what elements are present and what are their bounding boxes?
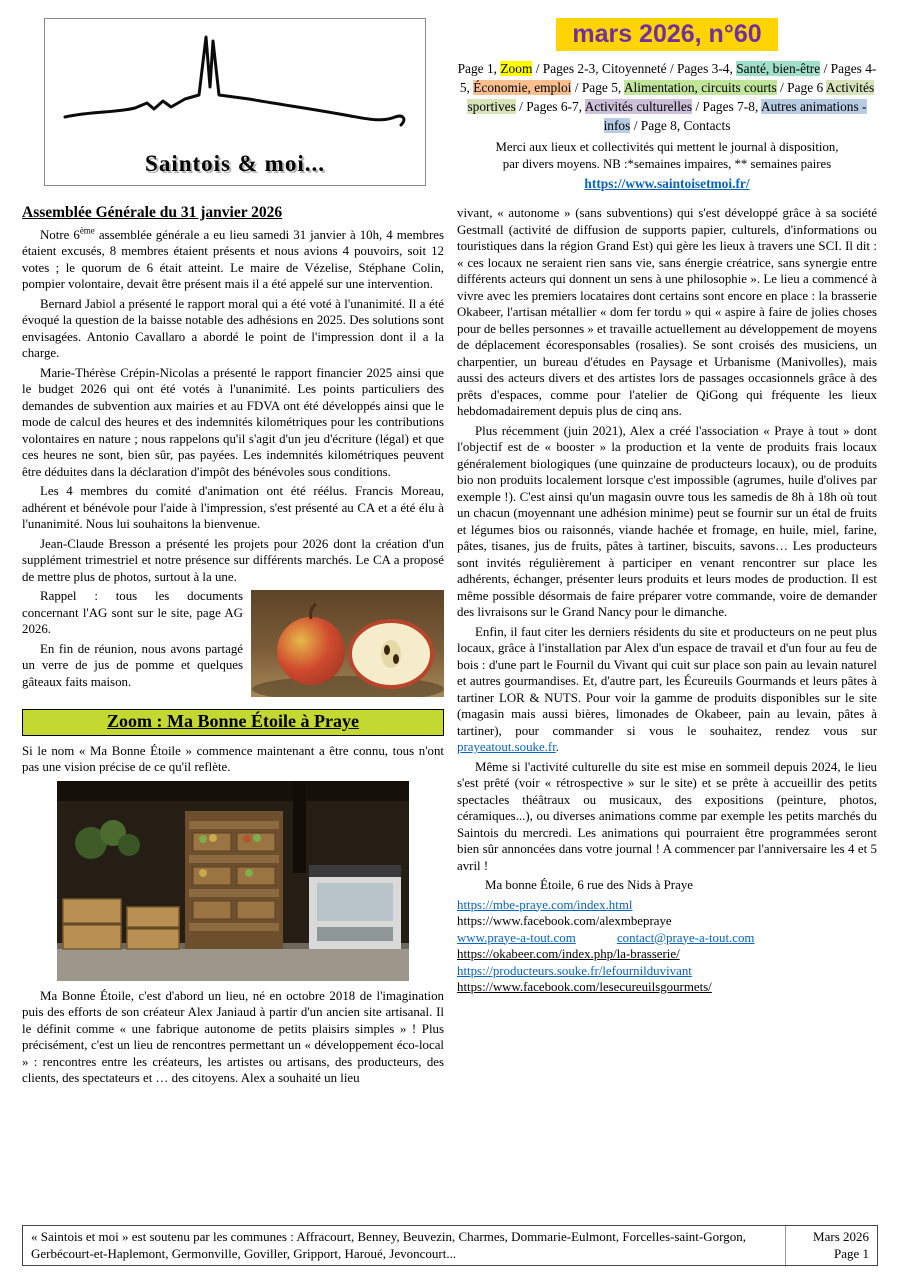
index-segment-economie: Économie, emploi	[473, 80, 572, 95]
index-segment: / Page 5,	[571, 80, 624, 95]
footer-meta	[785, 1226, 877, 1265]
zoom-heading: Zoom : Ma Bonne Étoile à Praye	[107, 711, 359, 731]
notice-line-2: par divers moyens. NB :*semaines impaires, ** semaines paires	[502, 157, 832, 171]
distribution-notice	[456, 139, 878, 173]
index-segment-sante: Santé, bien-être	[736, 61, 821, 76]
shop-photo	[57, 781, 409, 981]
site-link[interactable]: https://www.saintoisetmoi.fr/	[584, 176, 750, 191]
ag-closing-paragraph: En fin de réunion, nous avons partagé un verre de jus de pomme et quelques gâteaux faits maison.	[22, 641, 243, 689]
zoom-paragraph-2: vivant, « autonome » (sans subventions) qui s'est développé grâce à sa société Gestmall (activité de diffusion de supports papier, culturels, d'informations ou touristiques dans la région Grand Est) qui gère les lieux à travers une SCI. Il dit : « ces locaux ne seraient rien sans vie, sans énergie créatrice, sans synergie entre différents acteurs qui donnent un sens à une philosophie ». Le lieu a commencé à vivre avec les premiers locataires dont certains sont encore en place : la brasserie Okabeer, l'artisan métallier « dom fer tordu » qui « aspire à faire de jolies choses pour de belles personnes » et travaille actuellement au développement de moyens de déplacement écoresponsables (rosalies). Se sont croisés des musiciens, un charpentier, un bureau d'études en Paysage et Urbanisme (Manivolles), mais aussi des acteurs divers et des artistes lors de passages occasionnels grâce à des prêts d'espaces, comme pour l'atelier de QiGong qui fréquente les lieux hebdomadairement depuis plus de cinq ans.	[457, 206, 877, 418]
index-segment: / Pages 4-5,	[459, 61, 877, 95]
footer-communes: « Saintois et moi » est soutenu par les communes : Affracourt, Benney, Beuvezin, Charmes, Dommarie-Eulmont, Forcelles-saint-Gorgon, Gerbécourt-et-Haplemont, Germonville, Goviller, Gripport, Haroué, Jevoncourt...	[31, 1229, 746, 1261]
ag-p1-text2: assemblée générale a eu lieu samedi 31 janvier à 10h, 4 membres étaient excusés, 8 membres étaient présents et nous avions 4 pouvoirs, soit 12 votes ; le quorum de 6 était atteint. Le maire de Vézelise, Stéphane Colin, pompier volontaire, devait être présent mais il a été appelé sur une intervention.	[22, 227, 444, 291]
zoom-p4-text2: .	[555, 740, 560, 754]
logo-text: Saintois & moi...	[145, 151, 325, 176]
zoom-paragraph-3: Plus récemment (juin 2021), Alex a créé l'association « Praye à tout » dont l'objectif est de « booster » la production et la vente de produits frais locaux généralement biologiques (une quinzaine de producteurs locaux), ou de produits bio non produits localement lorsque c'est impossible (agrumes, huile d'olives par exemple !). C'est ainsi qu'un magasin ouvre tous les samedis de 8h à 18h où tout un chacun (moyennant une adhésion minime) peut se fournir sur un étal de fruits et légumes bios ou raisonnés, viande hachée et fromage, en huile, miel, farine, pâtes, tisanes, jus de fruits, pâtes à tartiner, biscuits, savons… Les producteurs sont invités régulièrement à participer en venant rencontrer sur place les adhérents, échanger, présenter leurs produits et leurs modes de production. Il est même possible désormais de faire préparer votre commande, voire de demander des livraisons sur le Grand Nancy pour le dimanche.	[457, 423, 877, 619]
logo	[44, 18, 426, 186]
ag-rappel-paragraph: Rappel : tous les documents concernant l'AG sont sur le site, page AG 2026.	[22, 589, 243, 636]
souke-link[interactable]: prayeatout.souke.fr	[457, 740, 556, 754]
header-right	[456, 18, 878, 193]
index-segment: / Page 8,	[630, 118, 684, 133]
footer-month: Mars 2026	[813, 1229, 869, 1244]
ag-paragraph-4: Les 4 membres du comité d'animation ont été réélus. Francis Moreau, adhérent et bénévole pour l'aide à l'impression, s'est présenté au CA et a été élu à l'unanimité. Nous lui souhaitons la bienvenue.	[22, 484, 444, 531]
index-segment-alimentation: Alimentation, circuits courts	[623, 80, 777, 95]
zoom-paragraph-4	[457, 624, 877, 756]
body-columns	[22, 205, 878, 1225]
index-segment: / Pages 6-7,	[515, 99, 585, 114]
ag-paragraph-1	[22, 227, 444, 293]
issue-title: mars 2026, n°60	[556, 18, 777, 51]
apple-photo	[251, 590, 444, 697]
link-mbe-praye[interactable]: https://mbe-praye.com/index.html	[457, 897, 633, 912]
header	[22, 18, 878, 193]
link-praye-a-tout[interactable]: www.praye-a-tout.com	[457, 930, 576, 945]
notice-line-1: Merci aux lieux et collectivités qui mettent le journal à disposition,	[495, 140, 839, 154]
right-column	[457, 205, 877, 1225]
mbe-address: Ma bonne Étoile, 6 rue des Nids à Praye	[485, 878, 693, 892]
index-segment-culturelles: Activités culturelles	[584, 99, 693, 114]
zoom-paragraph-1: Ma Bonne Étoile, c'est d'abord un lieu, né en octobre 2018 de l'imagination puis des efforts de son créateur Alex Janiaud à partir d'un ancien site artisanal. Il le définit comme « une fabrique autonome de petits plaisirs simples » ! Plus précisément, c'est un lieu de rencontres permettant un « développement éco-local » : rencontres entre les créateurs, les artistes ou artisans, des producteurs, des clients, des spectateurs et … des citoyens. Alex a souhaité un lieu	[22, 988, 444, 1085]
index-segment-contacts: Contacts	[683, 118, 731, 133]
ag-paragraph-2: Bernard Jabiol a présenté le rapport moral qui a été voté à l'unanimité. Il a été évoqué la question de la baisse notable des adhésions en 2025. Des solutions sont envisagées. Antonio Cavallaro a abordé le point de l'impression dont il a la charge.	[22, 296, 444, 360]
rappel-block	[22, 588, 444, 700]
ag-heading: Assemblée Générale du 31 janvier 2026	[22, 205, 283, 221]
index-segment-sportives: Activités sportives	[467, 80, 875, 114]
zoom-paragraph-5: Même si l'activité culturelle du site est mise en sommeil depuis 2024, le lieu s'est prêté (voir « rétrospective » sur le site) et se prête à accueillir des petits spectacles théâtraux ou musicaux, des expositions (peinture, photos, céramiques...), ou diverses animations comme par exemple les petits marchés du Saintois du mercredi. Les animations qui pourraient être programmées seront bien sûr annoncées dans votre journal ! A commencer par l'anniversaire les 4 et 5 avril !	[457, 759, 877, 873]
ag-p1-text: Notre 6	[40, 227, 80, 242]
index-segment: / Pages 2-3, Citoyenneté / Pages 3-4,	[532, 61, 737, 76]
link-ecureuils-gourmets[interactable]: https://www.facebook.com/lesecureuilsgourmets/	[457, 980, 712, 994]
ag-paragraph-3: Marie-Thérèse Crépin-Nicolas a présenté le rapport financier 2025 ainsi que le budget 2026 qui ont été votés à l'unanimité. Les points particuliers des demandes de subvention aux mairies et au FDVA ont été développés ainsi que le mode de calcul des heures et des indemnités kilométriques pour les contributions volontaires en nature ; nous rappelons qu'il s'agit d'un jeu d'écriture (légal) et que ces heures ne sont, bien sûr, pas payées. Les indemnités kilométriques peuvent être déduites dans la déclaration d'impôt des bénévoles sous conditions.	[22, 365, 444, 479]
link-okabeer[interactable]: https://okabeer.com/index.php/la-brasserie/	[457, 947, 680, 961]
footer	[22, 1225, 878, 1266]
zoom-intro: Si le nom « Ma Bonne Étoile » commence maintenant a être connu, tous n'ont pas une vision précise de ce qu'il reflète.	[22, 743, 444, 774]
index-segment-animations: Autres animations - infos	[603, 99, 867, 133]
index-segment: / Pages 7-8,	[692, 99, 761, 114]
footer-page-number: Page 1	[833, 1245, 869, 1261]
link-facebook-alexmbepraye[interactable]: https://www.facebook.com/alexmbepraye	[457, 914, 672, 928]
ag-p1-sup: ème	[79, 225, 95, 236]
ag-paragraph-5: Jean-Claude Bresson a présenté les projets pour 2026 dont la création d'un supplément trimestriel et notre présence sur différents marchés. Le CA a proposé de mettre plus de photos, surtout à la une.	[22, 536, 444, 584]
logo-hill-drawing	[51, 23, 419, 141]
zoom-heading-box	[22, 709, 444, 736]
index-segment: / Page 6	[776, 80, 826, 95]
link-contact-email[interactable]: contact@praye-a-tout.com	[616, 930, 755, 945]
links-list	[457, 897, 877, 996]
page-index	[456, 59, 878, 135]
zoom-p4-text: Enfin, il faut citer les derniers résidents du site et producteurs on ne peut plus locaux, grâce à l'installation par Alex d'un espace de travail et d'un four au feu de bois : d'une part le Fournil du Vivant qui cuit sur place son pain au levain naturel et autres gourmandises. Et, d'autre part, les Écureuils Gourmands et leurs pâtes à tartiner LOR & NUTS. Pour voir la gamme de produits disponibles sur le site (magasin mais aussi bières, limonades de Okabeer, pain au levain, pâtes à tartiner), pour commander si vous le souhaitez, rendez vous sur	[457, 624, 877, 738]
left-column	[22, 205, 444, 1225]
index-segment: Page 1,	[457, 61, 501, 76]
index-segment-zoom: Zoom	[500, 61, 533, 76]
link-fournil-du-vivant[interactable]: https://producteurs.souke.fr/lefournilduvivant	[457, 963, 692, 978]
link-row-praye-a-tout	[457, 930, 877, 947]
